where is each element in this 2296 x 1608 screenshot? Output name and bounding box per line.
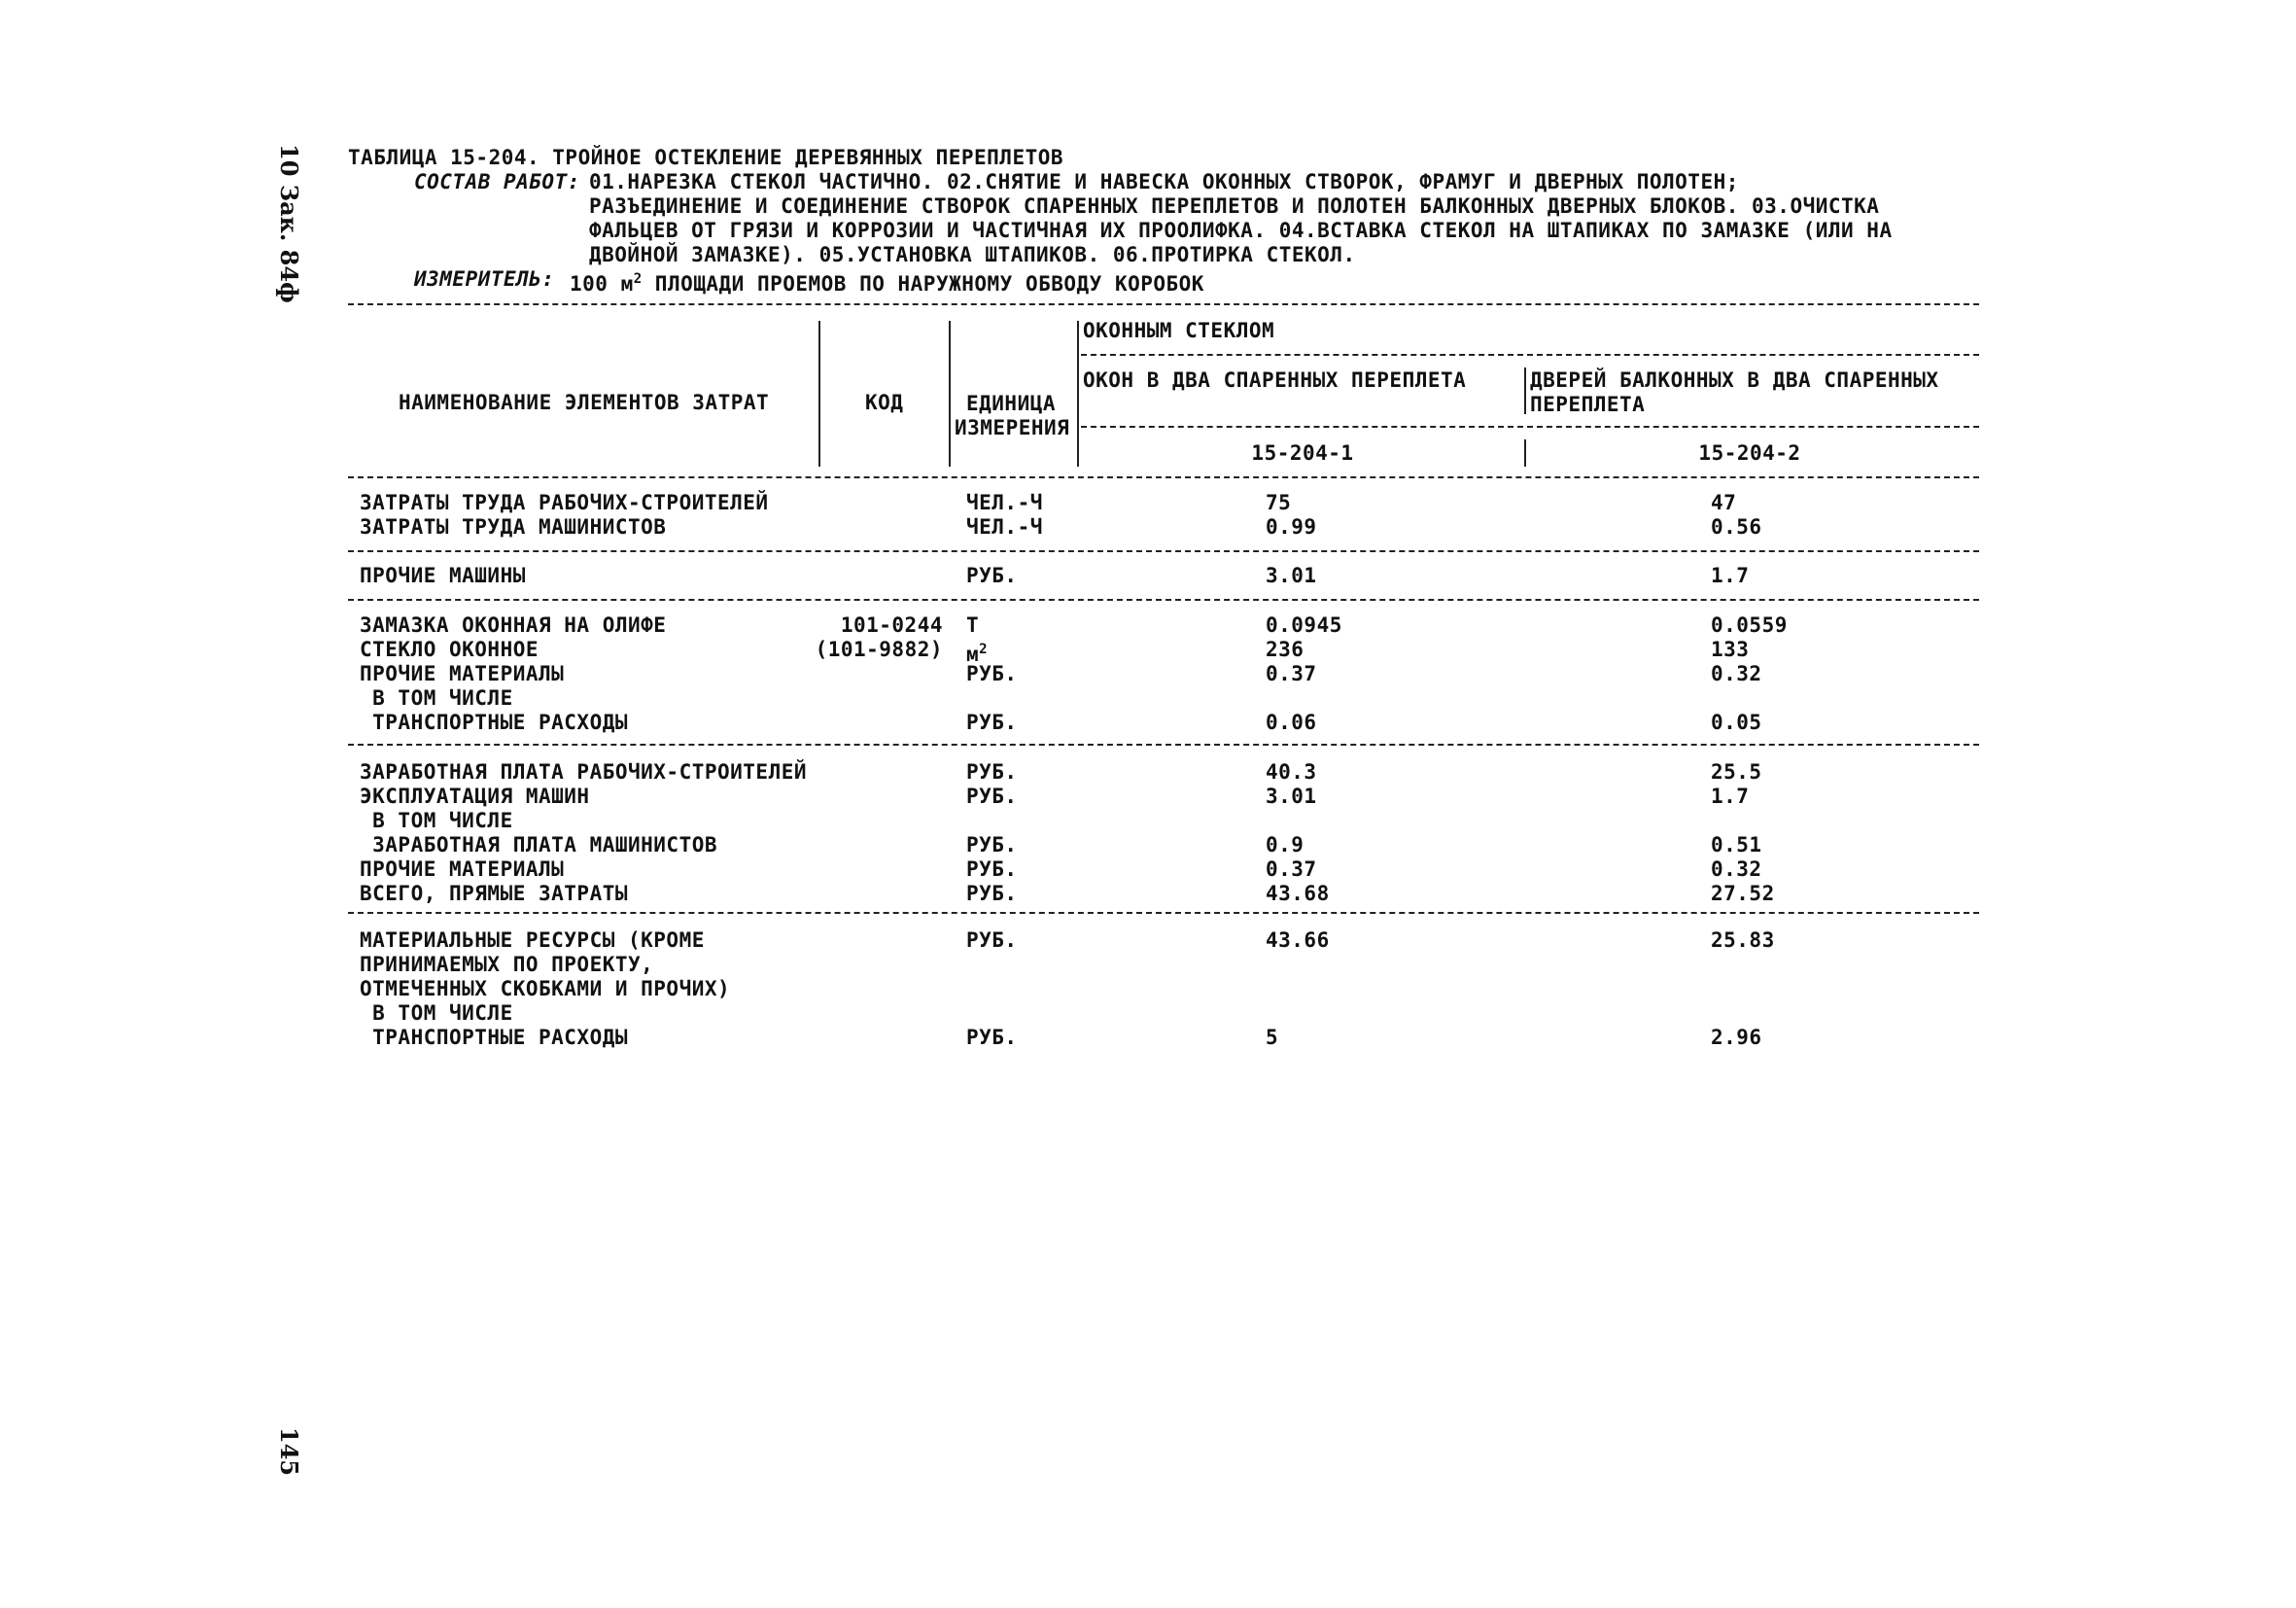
table-title: ТАБЛИЦА 15-204. ТРОЙНОЕ ОСТЕКЛЕНИЕ ДЕРЕВЯННЫХ ПЕРЕПЛЕТОВ (348, 146, 1064, 169)
page-number: 145 (275, 1427, 303, 1477)
row-unit: РУБ. (966, 857, 1018, 881)
col-header-name: НАИМЕНОВАНИЕ ЭЛЕМЕНТОВ ЗАТРАТ (399, 391, 770, 414)
row-value-windows: 43.68 (1266, 882, 1330, 905)
row-value-balcony-doors: 0.0559 (1711, 613, 1788, 637)
row-value-balcony-doors: 25.83 (1711, 928, 1775, 952)
row-name: ПРОЧИЕ МАТЕРИАЛЫ (360, 662, 565, 685)
row-name: ПРОЧИЕ МАТЕРИАЛЫ (360, 857, 565, 881)
row-code: 101-0244 (840, 613, 943, 637)
row-value-windows: 0.99 (1266, 515, 1317, 539)
row-unit: РУБ. (966, 662, 1018, 685)
col-divider-5 (1524, 439, 1526, 467)
scope-line-1: 01.НАРЕЗКА СТЕКОЛ ЧАСТИЧНО. 02.СНЯТИЕ И НАВЕСКА ОКОННЫХ СТВОРОК, ФРАМУГ И ДВЕРНЫХ ПОЛОТЕН; (589, 170, 1739, 193)
row-value-balcony-doors: 0.56 (1711, 515, 1762, 539)
row-value-balcony-doors: 2.96 (1711, 1026, 1762, 1049)
col-header-unit-2: ИЗМЕРЕНИЯ (955, 416, 1070, 439)
col-header-code: КОД (865, 391, 904, 414)
row-value-windows: 5 (1266, 1026, 1279, 1049)
row-value-balcony-doors: 0.32 (1711, 857, 1762, 881)
row-value-windows: 3.01 (1266, 564, 1317, 587)
row-value-windows: 236 (1266, 638, 1305, 661)
row-unit: РУБ. (966, 928, 1018, 952)
row-value-balcony-doors: 1.7 (1711, 785, 1750, 808)
row-unit: $м^2$ (966, 642, 989, 666)
row-value-windows: 3.01 (1266, 785, 1317, 808)
scope-line-4: ДВОЙНОЙ ЗАМАЗКЕ). 05.УСТАНОВКА ШТАПИКОВ. 06.ПРОТИРКА СТЕКОЛ. (589, 243, 1356, 266)
row-value-windows: 0.37 (1266, 857, 1317, 881)
row-unit: РУБ. (966, 882, 1018, 905)
meter-value: 100 $м^2$ ПЛОЩАДИ ПРОЕМОВ ПО НАРУЖНОМУ ОБВОДУ КОРОБОК (570, 271, 1204, 296)
scope-label: СОСТАВ РАБОТ: (414, 170, 580, 193)
col-header-sub2-1: ДВЕРЕЙ БАЛКОННЫХ В ДВА СПАРЕННЫХ (1530, 368, 1939, 392)
row-value-balcony-doors: 0.51 (1711, 833, 1762, 856)
row-value-balcony-doors: 0.32 (1711, 662, 1762, 685)
row-value-balcony-doors: 1.7 (1711, 564, 1750, 587)
row-value-windows: 0.37 (1266, 662, 1317, 685)
header-bottom-rule (348, 476, 1979, 478)
row-name: ЗАРАБОТНАЯ ПЛАТА РАБОЧИХ-СТРОИТЕЛЕЙ (360, 760, 808, 784)
section-rule-1 (348, 550, 1979, 552)
row-code: (101-9882) (815, 638, 943, 661)
row-name: В ТОМ ЧИСЛЕ (360, 686, 513, 710)
col-code-1: 15-204-1 (1251, 441, 1354, 465)
row-value-balcony-doors: 47 (1711, 491, 1737, 514)
row-name: ЗАТРАТЫ ТРУДА МАШИНИСТОВ (360, 515, 667, 539)
row-unit: РУБ. (966, 760, 1018, 784)
row-unit: ЧЕЛ.-Ч (966, 491, 1043, 514)
row-value-balcony-doors: 133 (1711, 638, 1750, 661)
row-value-balcony-doors: 27.52 (1711, 882, 1775, 905)
row-name: ТРАНСПОРТНЫЕ РАСХОДЫ (360, 711, 629, 734)
row-name: В ТОМ ЧИСЛЕ (360, 1001, 513, 1025)
col-header-sub2-2: ПЕРЕПЛЕТА (1530, 393, 1646, 416)
row-value-windows: 0.06 (1266, 711, 1317, 734)
row-unit: Т (966, 613, 980, 637)
row-unit: РУБ. (966, 711, 1018, 734)
col-divider-2 (949, 321, 951, 467)
scope-line-2: РАЗЪЕДИНЕНИЕ И СОЕДИНЕНИЕ СТВОРОК СПАРЕННЫХ ПЕРЕПЛЕТОВ И ПОЛОТЕН БАЛКОННЫХ ДВЕРНЫХ БЛОКОВ. 03.ОЧИСТКА (589, 194, 1880, 218)
subhead-rule (1081, 426, 1979, 428)
col-header-group: ОКОННЫМ СТЕКЛОМ (1083, 319, 1275, 342)
col-code-2: 15-204-2 (1698, 441, 1801, 465)
row-name: МАТЕРИАЛЬНЫЕ РЕСУРСЫ (КРОМЕ (360, 928, 705, 952)
row-name: ОТМЕЧЕННЫХ СКОБКАМИ И ПРОЧИХ) (360, 977, 731, 1000)
row-unit: ЧЕЛ.-Ч (966, 515, 1043, 539)
table-top-rule (348, 303, 1979, 305)
row-unit: РУБ. (966, 785, 1018, 808)
row-value-windows: 40.3 (1266, 760, 1317, 784)
row-value-windows: 0.0945 (1266, 613, 1342, 637)
col-divider-3 (1077, 321, 1079, 467)
scope-line-3: ФАЛЬЦЕВ ОТ ГРЯЗИ И КОРРОЗИИ И ЧАСТИЧНАЯ ИХ ПРООЛИФКА. 04.ВСТАВКА СТЕКОЛ НА ШТАПИКАХ ПО ЗАМАЗКЕ (ИЛИ НА (589, 219, 1893, 242)
row-value-windows: 43.66 (1266, 928, 1330, 952)
row-name: ЗАРАБОТНАЯ ПЛАТА МАШИНИСТОВ (360, 833, 718, 856)
row-value-balcony-doors: 25.5 (1711, 760, 1762, 784)
row-name: СТЕКЛО ОКОННОЕ (360, 638, 539, 661)
meter-label: ИЗМЕРИТЕЛЬ: (414, 267, 555, 291)
row-value-windows: 0.9 (1266, 833, 1305, 856)
col-divider-1 (818, 321, 820, 467)
row-unit: РУБ. (966, 1026, 1018, 1049)
row-value-balcony-doors: 0.05 (1711, 711, 1762, 734)
col-divider-4 (1524, 367, 1526, 414)
col-header-sub1: ОКОН В ДВА СПАРЕННЫХ ПЕРЕПЛЕТА (1083, 368, 1467, 392)
section-rule-3 (348, 744, 1979, 746)
row-unit: РУБ. (966, 833, 1018, 856)
row-name: ПРИНИМАЕМЫХ ПО ПРОЕКТУ, (360, 953, 654, 976)
col-header-unit-1: ЕДИНИЦА (966, 392, 1057, 415)
row-name: ЗАТРАТЫ ТРУДА РАБОЧИХ-СТРОИТЕЛЕЙ (360, 491, 769, 514)
row-name: В ТОМ ЧИСЛЕ (360, 809, 513, 832)
row-name: ТРАНСПОРТНЫЕ РАСХОДЫ (360, 1026, 629, 1049)
section-rule-4 (348, 912, 1979, 914)
row-name: ЭКСПЛУАТАЦИЯ МАШИН (360, 785, 590, 808)
order-label: 10 Зак. 84ф (275, 144, 303, 303)
group-rule (1081, 354, 1979, 356)
section-rule-2 (348, 599, 1979, 601)
row-value-windows: 75 (1266, 491, 1292, 514)
row-name: ВСЕГО, ПРЯМЫЕ ЗАТРАТЫ (360, 882, 629, 905)
row-unit: РУБ. (966, 564, 1018, 587)
row-name: ПРОЧИЕ МАШИНЫ (360, 564, 526, 587)
row-name: ЗАМАЗКА ОКОННАЯ НА ОЛИФЕ (360, 613, 667, 637)
